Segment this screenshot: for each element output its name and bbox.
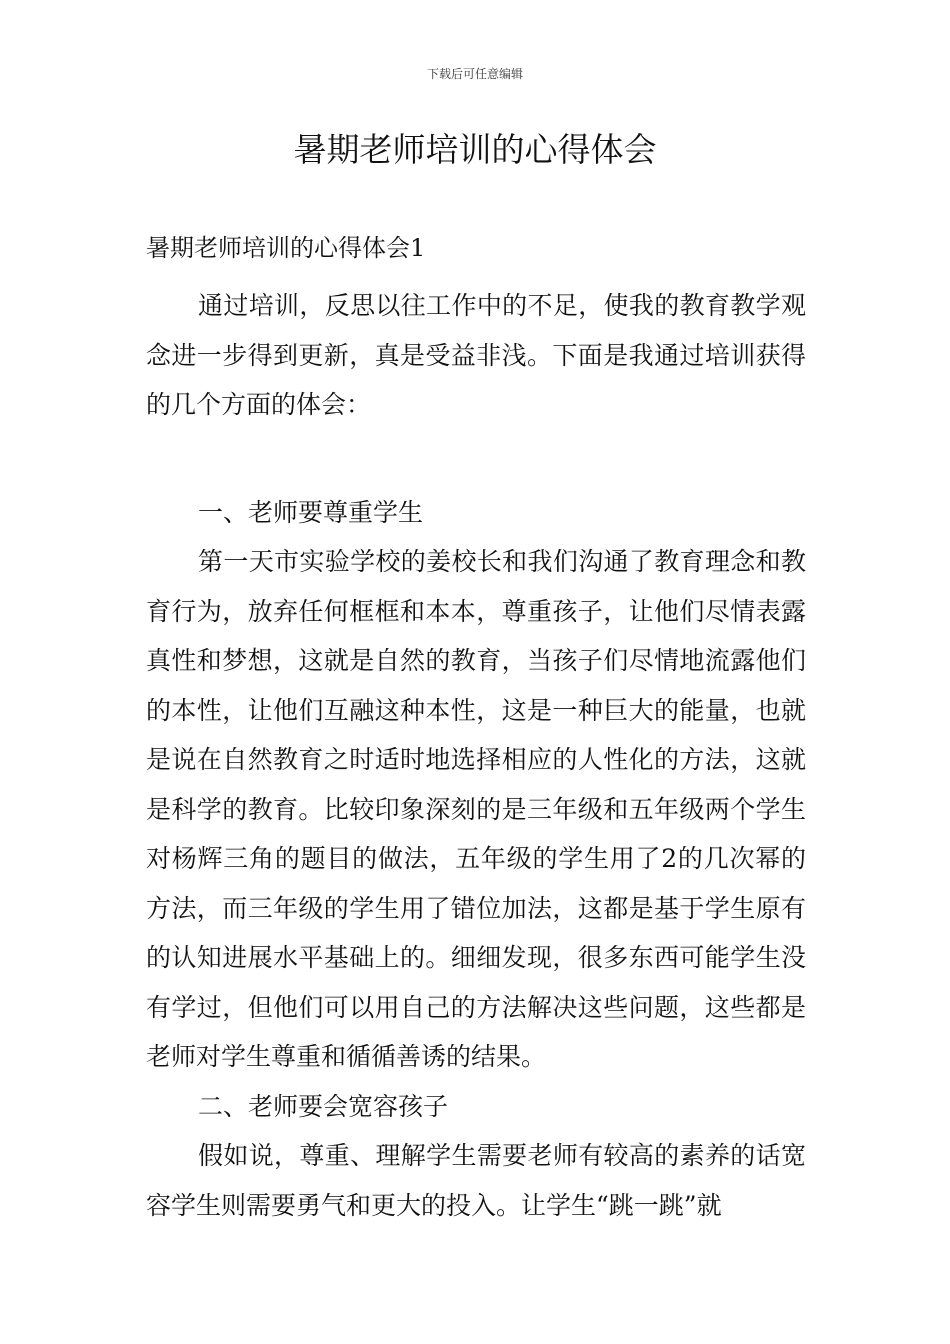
heading-two: 二、老师要会宽容孩子 [198, 1091, 449, 1121]
page-header-note: 下载后可任意编辑 [426, 67, 523, 81]
body-paragraph-one: 第一天市实验学校的姜校长和我们沟通了教育理念和教育行为，放弃任何框框和本本，尊重孩子，让他们尽情表露真性和梦想，这就是自然的教育，当孩子们尽情地流露他们的本性，让他们互融这种本性，这是一种巨大的能量，也就是说在自然教育之时适时地选择相应的人性化的方法，这就是科学的教育。比较印象深刻的是三年级和五年级两个学生对杨辉三角的题目的做法，五年级的学生用了2的几次幂的方法，而三年级的学生用了错位加法，这都是基于学生原有的认知进展水平基础上的。细细发现，很多东西可能学生没有学过，但他们可以用自己的方法解决这些问题，这些都是老师对学生尊重和循循善诱的结果。 [146, 547, 806, 1071]
heading-one: 一、老师要尊重学生 [198, 497, 424, 527]
intro-paragraph: 通过培训，反思以往工作中的不足，使我的教育教学观念进一步得到更新，真是受益非浅。下面是我通过培训获得的几个方面的体会： [146, 291, 806, 419]
blank-line [146, 430, 806, 488]
document-body [146, 225, 806, 1230]
section-subtitle: 暑期老师培训的心得体会1 [146, 234, 426, 262]
document-title: 暑期老师培训的心得体会 [293, 130, 657, 169]
body-paragraph-two: 假如说，尊重、理解学生需要老师有较高的素养的话宽容学生则需要勇气和更大的投入。让学生“跳一跳”就 [146, 1141, 806, 1220]
